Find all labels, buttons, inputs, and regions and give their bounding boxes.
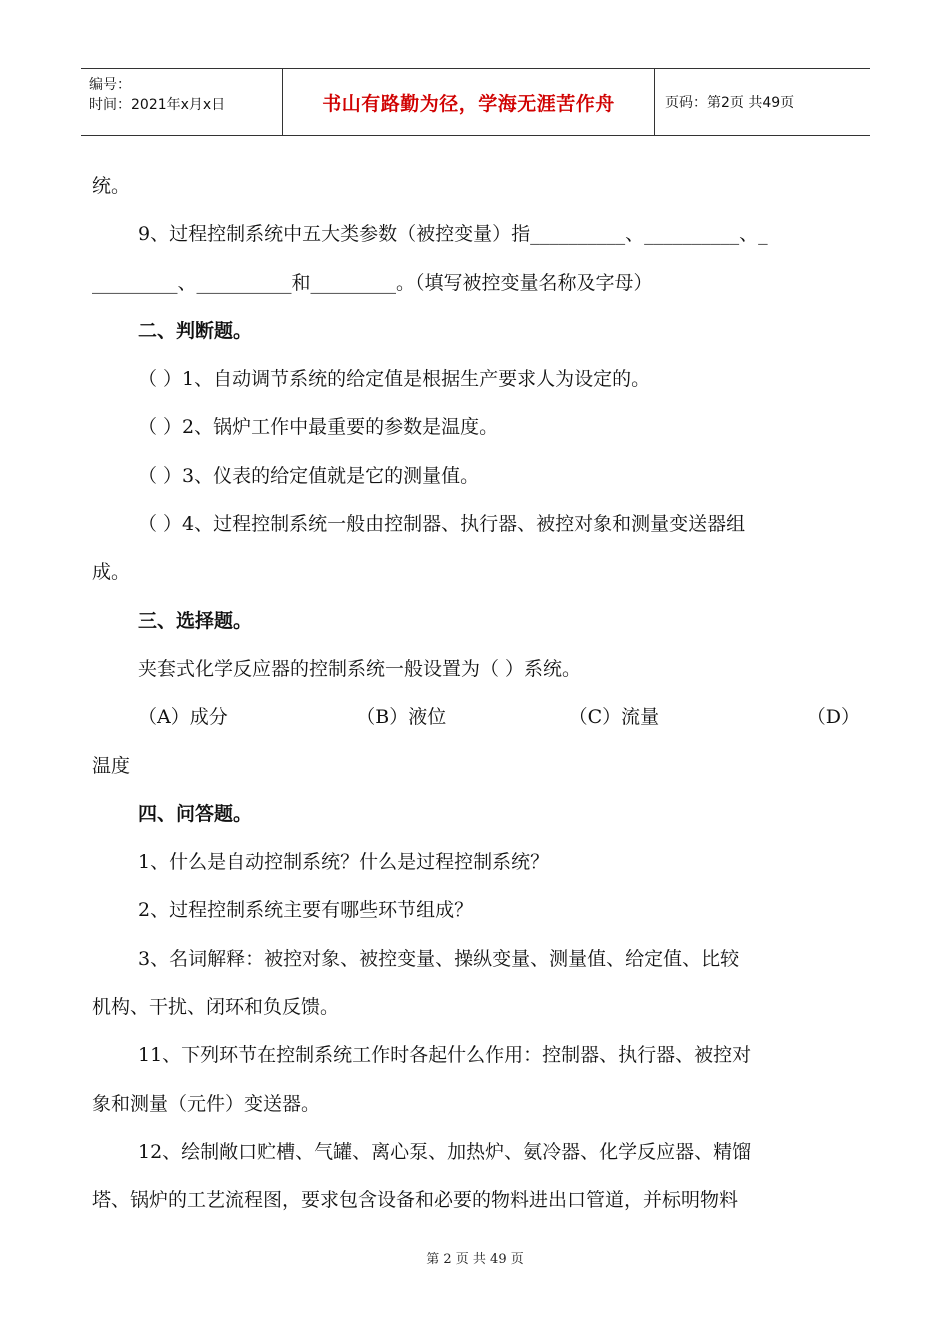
document-body (92, 162, 860, 1225)
judgement-item-1: （ ）1、自动调节系统的给定值是根据生产要求人为设定的。 (138, 368, 651, 391)
section-heading-choice: 三、选择题。 (138, 609, 253, 632)
option-c: （C）流量 (568, 706, 660, 729)
judgement-item-4: （ ）4、过程控制系统一般由控制器、执行器、被控对象和测量变送器组 (138, 513, 746, 536)
judgement-item-2: （ ）2、锅炉工作中最重要的参数是温度。 (138, 416, 499, 439)
question-9-cont: _________、__________和_________。（填写被控变量名称及字母） (92, 271, 653, 294)
qa-item-11: 11、下列环节在控制系统工作时各起什么作用：控制器、执行器、被控对 (138, 1044, 752, 1067)
option-b: （B）液位 (356, 706, 447, 729)
question-9: 9、过程控制系统中五大类参数（被控变量）指__________、__________、_ (138, 223, 768, 246)
qa-item-3: 3、名词解释：被控对象、被控变量、操纵变量、测量值、给定值、比较 (138, 947, 740, 970)
choice-question: 夹套式化学反应器的控制系统一般设置为（ ）系统。 (138, 657, 582, 680)
document-date: 时间：2021年x月x日 (89, 97, 226, 113)
header-meta (81, 69, 283, 135)
choice-options (92, 693, 860, 741)
page-header (81, 68, 870, 136)
page-footer: 第 2 页 共 49 页 (426, 1252, 524, 1267)
qa-item-12-cont: 塔、锅炉的工艺流程图，要求包含设备和必要的物料进出口管道，并标明物料 (92, 1189, 739, 1212)
qa-item-2: 2、过程控制系统主要有哪些环节组成？ (138, 899, 474, 922)
option-d-cont: 温度 (92, 754, 131, 777)
qa-item-3-cont: 机构、干扰、闭环和负反馈。 (92, 996, 340, 1019)
section-heading-qa: 四、问答题。 (138, 802, 253, 825)
qa-item-1: 1、什么是自动控制系统？什么是过程控制系统？ (138, 851, 550, 874)
text-line: 统。 (92, 175, 131, 197)
judgement-item-3: （ ）3、仪表的给定值就是它的测量值。 (138, 464, 480, 487)
header-page-info: 页码：第2页 共49页 (665, 95, 795, 111)
option-d: （D） (806, 706, 861, 729)
qa-item-11-cont: 象和测量（元件）变送器。 (92, 1092, 321, 1115)
qa-item-12: 12、绘制敞口贮槽、气罐、离心泵、加热炉、氨冷器、化学反应器、精馏 (138, 1140, 752, 1163)
header-motto: 书山有路勤为径，学海无涯苦作舟 (283, 69, 655, 135)
option-a: （A）成分 (138, 706, 228, 729)
judgement-item-4-cont: 成。 (92, 561, 131, 584)
section-heading-judgement: 二、判断题。 (138, 319, 253, 342)
document-number-label: 编号： (89, 77, 131, 93)
